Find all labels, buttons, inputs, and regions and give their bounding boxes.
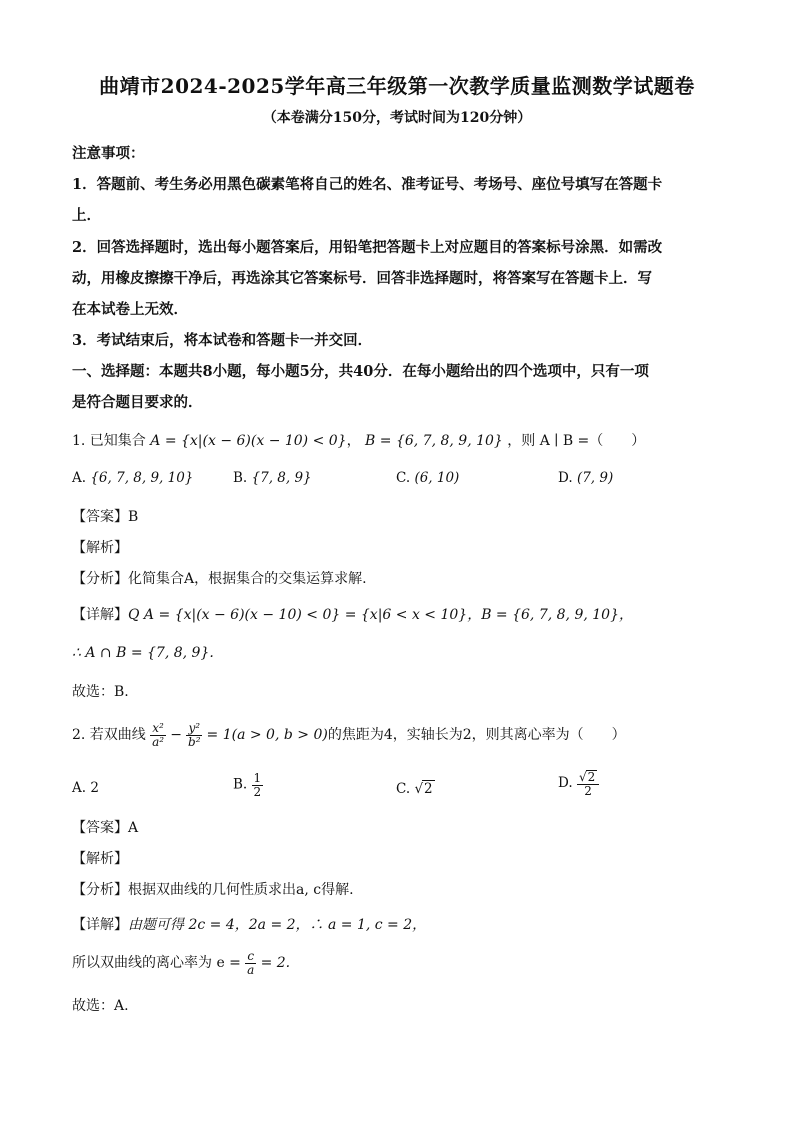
q2-option-d-num: 2 bbox=[587, 770, 596, 784]
q2-option-c bbox=[396, 780, 435, 797]
q2-xiangjie-text: 由题可得 2c = 4，2a = 2，∴ a = 1, c = 2， bbox=[128, 917, 427, 933]
q1-set-a: A = {x|(x − 6)(x − 10) < 0} bbox=[150, 433, 347, 449]
q2-frac-y-den: b² bbox=[188, 734, 201, 749]
q1-choose: 故选：B. bbox=[72, 684, 129, 700]
q2-option-b-den: 2 bbox=[253, 784, 262, 799]
note-2a: 2．回答选择题时，选出每小题答案后，用铅笔把答题卡上对应题目的答案标号涂黑．如需改 bbox=[72, 239, 663, 256]
q2-ecc-num: c bbox=[247, 949, 255, 963]
q2-xiangjie bbox=[72, 914, 732, 934]
section-heading-2: 是符合题目要求的． bbox=[72, 394, 203, 411]
q2-option-d-label: D. bbox=[558, 775, 573, 792]
q1-option-a bbox=[72, 470, 193, 486]
q2-answer bbox=[72, 817, 732, 837]
q1-option-d bbox=[558, 470, 613, 486]
q2-option-d-num-wrap bbox=[577, 770, 599, 785]
q1-conclusion: ∴ A ∩ B = {7, 8, 9}. bbox=[72, 645, 214, 661]
q1-option-b-label: B. bbox=[233, 470, 248, 486]
q1-answer-value: B bbox=[128, 509, 139, 525]
q2-option-b-frac bbox=[252, 772, 264, 798]
q2-answer-tag: 【答案】 bbox=[72, 820, 128, 836]
q1-set-b: B = {6, 7, 8, 9, 10} bbox=[365, 433, 503, 449]
q2-prefix: 2. 若双曲线 bbox=[72, 727, 146, 744]
q2-ecc-suffix: = 2. bbox=[260, 955, 291, 972]
q2-eccentricity bbox=[72, 950, 732, 976]
question-2 bbox=[72, 722, 732, 748]
sqrt-icon: √ bbox=[414, 781, 424, 797]
q1-option-c bbox=[396, 470, 459, 486]
q1-answer-tag: 【答案】 bbox=[72, 509, 128, 525]
q1-xiangjie-text: Q A = {x|(x − 6)(x − 10) < 0} = {x|6 < x < 10}，B = {6, 7, 8, 9, 10}， bbox=[128, 607, 633, 623]
q2-option-a-label: A. bbox=[72, 780, 87, 796]
page-subtitle: （本卷满分150分，考试时间为120分钟） bbox=[262, 110, 532, 126]
q2-condition: = 1(a > 0, b > 0) bbox=[206, 727, 328, 744]
q1-option-b-value: {7, 8, 9} bbox=[251, 470, 312, 486]
q1-fenxi bbox=[72, 568, 732, 588]
q1-option-d-label: D. bbox=[558, 470, 573, 486]
q1-answer bbox=[72, 506, 732, 526]
note-2b: 动，用橡皮擦擦干净后，再选涂其它答案标号．回答非选择题时，将答案写在答题卡上．写 bbox=[72, 270, 652, 287]
q1-xiangjie bbox=[72, 604, 732, 624]
q2-option-b-num: 1 bbox=[253, 771, 262, 785]
q2-option-b bbox=[233, 772, 263, 798]
q1-prefix: 1. 已知集合 bbox=[72, 433, 146, 449]
q2-option-d-den: 2 bbox=[584, 783, 592, 798]
note-1b: 上． bbox=[72, 207, 101, 224]
q2-option-c-label: C. bbox=[396, 781, 411, 797]
q1-option-c-value: (6, 10) bbox=[414, 470, 460, 486]
q1-fenxi-text: 化简集合A，根据集合的交集运算求解. bbox=[128, 571, 367, 587]
q2-ecc-frac bbox=[245, 950, 256, 976]
q2-frac-x bbox=[150, 722, 166, 748]
q1-option-c-label: C. bbox=[396, 470, 411, 486]
q2-frac-x-den: a² bbox=[152, 734, 165, 749]
q1-xiangjie-tag: 【详解】 bbox=[72, 607, 128, 623]
q1-option-b bbox=[233, 470, 312, 486]
note-1a: 1．答题前、考生务必用黑色碳素笔将自己的姓名、准考证号、考场号、座位号填写在答题卡 bbox=[72, 176, 663, 193]
q2-rest: 的焦距为4，实轴长为2，则其离心率为（ ） bbox=[327, 727, 626, 744]
q1-analysis-tag: 【解析】 bbox=[72, 540, 128, 556]
q2-frac-y bbox=[186, 722, 202, 748]
q1-option-a-label: A. bbox=[72, 470, 87, 486]
section-heading-1: 一、选择题：本题共8小题，每小题5分，共40分．在每小题给出的四个选项中，只有一项 bbox=[72, 363, 649, 380]
q2-option-c-value: 2 bbox=[424, 781, 433, 797]
notes-heading: 注意事项： bbox=[72, 145, 145, 162]
q2-xiangjie-tag: 【详解】 bbox=[72, 917, 128, 933]
q2-option-a-value: 2 bbox=[90, 780, 99, 796]
q2-option-d bbox=[558, 770, 599, 797]
q2-minus: − bbox=[170, 727, 183, 744]
q2-option-a bbox=[72, 780, 99, 796]
q1-ask: ，则 A ∣ B =（ ） bbox=[507, 433, 646, 449]
q2-choose: 故选：A. bbox=[72, 998, 129, 1014]
q2-answer-value: A bbox=[128, 820, 139, 836]
q1-option-a-value: {6, 7, 8, 9, 10} bbox=[90, 470, 194, 486]
q1-option-d-value: (7, 9) bbox=[576, 470, 614, 486]
q2-fenxi-text: 根据双曲线的几何性质求出a, c得解. bbox=[128, 882, 354, 898]
q2-frac-x-num: x² bbox=[152, 721, 164, 735]
q2-fenxi-tag: 【分析】 bbox=[72, 882, 128, 898]
q2-ecc-prefix: 所以双曲线的离心率为 e = bbox=[72, 955, 241, 972]
q2-option-b-label: B. bbox=[233, 776, 248, 793]
note-3: 3．考试结束后，将本试卷和答题卡一并交回． bbox=[72, 332, 373, 349]
q2-analysis-tag: 【解析】 bbox=[72, 851, 128, 867]
note-2c: 在本试卷上无效． bbox=[72, 301, 188, 318]
q2-frac-y-num: y² bbox=[188, 721, 201, 735]
q2-ecc-den: a bbox=[247, 962, 255, 977]
q1-fenxi-tag: 【分析】 bbox=[72, 571, 128, 587]
q1-separator: ， bbox=[346, 433, 361, 449]
question-1 bbox=[72, 430, 732, 450]
page-title: 曲靖市2024-2025学年高三年级第一次教学质量监测数学试题卷 bbox=[99, 74, 695, 98]
q2-fenxi bbox=[72, 879, 732, 899]
sqrt-icon: √ bbox=[578, 770, 587, 784]
q2-option-d-frac bbox=[577, 770, 599, 797]
